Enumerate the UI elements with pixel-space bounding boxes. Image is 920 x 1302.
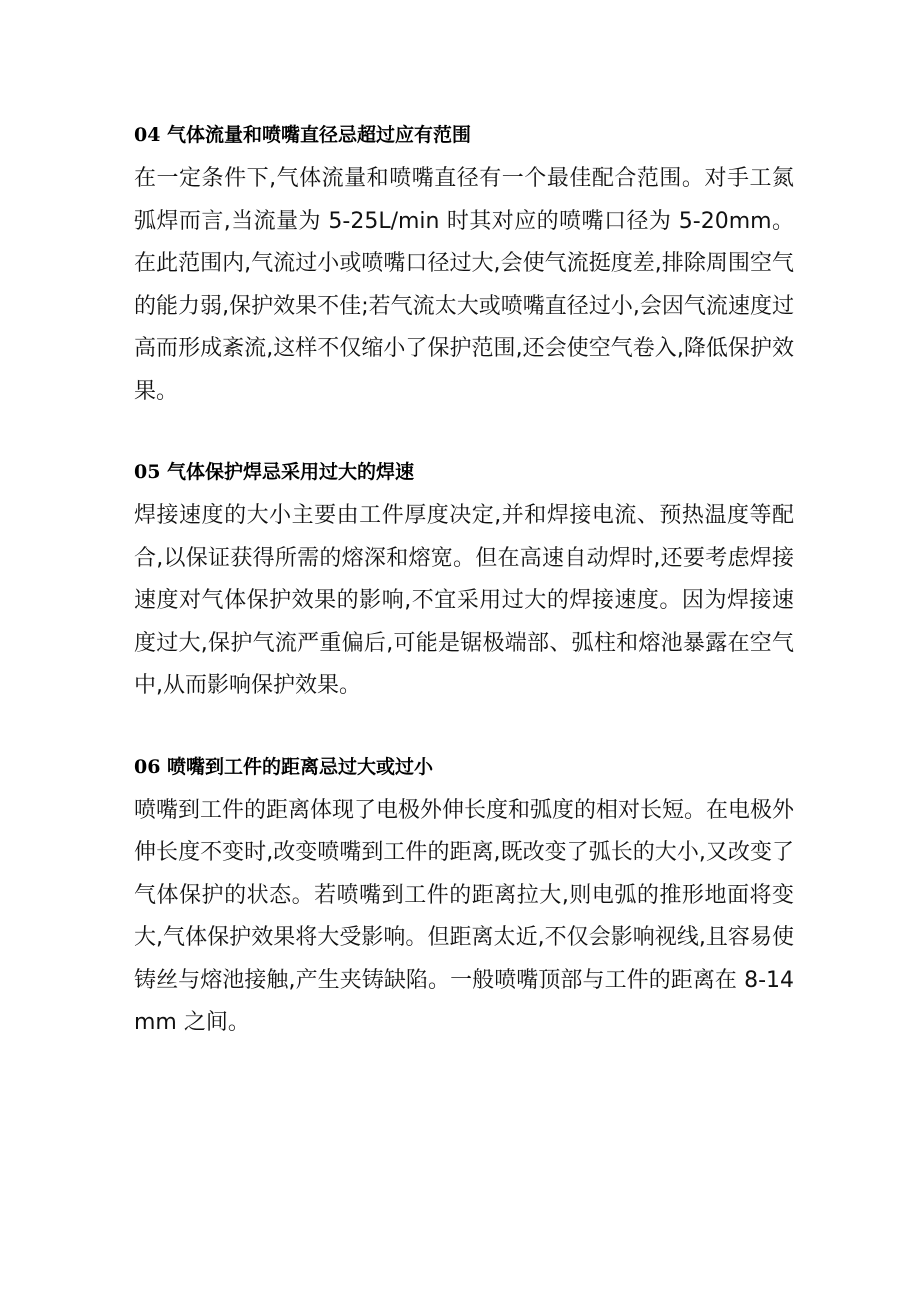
section-heading: 06 喷嘴到工件的距离忌过大或过小: [134, 755, 434, 778]
section-04-gas-flow-nozzle: [134, 118, 794, 413]
section-05-welding-speed: [134, 455, 794, 708]
section-06-nozzle-distance: [134, 750, 794, 1045]
section-paragraph: 焊接速度的大小主要由工件厚度决定,并和焊接电流、预热温度等配合,以保证获得所需的熔深和熔宽。但在高速自动焊时,还要考虑焊接速度对气体保护效果的影响,不宜采用过大的焊接速度。因为焊接速度过大,保护气流严重偏后,可能是锯极端部、弧柱和熔池暴露在空气中,从而影响保护效果。: [134, 503, 794, 698]
section-paragraph: 喷嘴到工件的距离体现了电极外伸长度和弧度的相对长短。在电极外伸长度不变时,改变喷嘴到工件的距离,既改变了弧长的大小,又改变了气体保护的状态。若喷嘴到工件的距离拉大,则电弧的推形地面将变大,气体保护效果将大受影响。但距离太近,不仅会影响视线,且容易使铸丝与熔池接触,产生夹铸缺陷。一般喷嘴顶部与工件的距离在 8-14mm 之间。: [134, 797, 795, 1035]
section-heading: 04 气体流量和喷嘴直径忌超过应有范围: [134, 124, 472, 146]
section-heading: 05 气体保护焊忌采用过大的焊速: [134, 461, 415, 483]
document-content: [134, 118, 794, 1045]
section-paragraph: 在一定条件下,气体流量和喷嘴直径有一个最佳配合范围。对手工氮弧焊而言,当流量为 5-25L/min 时其对应的喷嘴口径为 5-20mm。在此范围内,气流过小或喷嘴口径过大,会使气流挺度差,排除周围空气的能力弱,保护效果不佳;若气流太大或喷嘴直径过小,会因气流速度过高而形成紊流,这样不仅缩小了保护范围,还会使空气卷入,降低保护效果。: [134, 166, 794, 404]
